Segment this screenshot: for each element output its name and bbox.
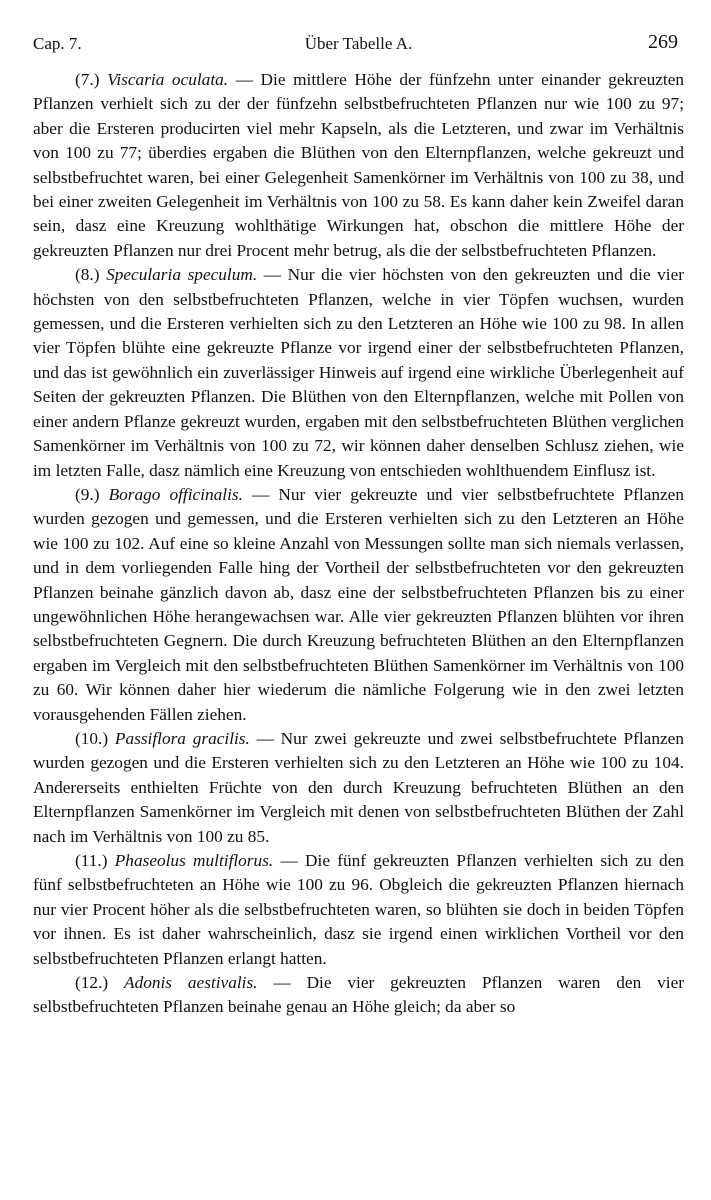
species-name: Adonis aestivalis. <box>124 973 258 993</box>
paragraph-specularia <box>33 263 684 483</box>
running-title: Über Tabelle A. <box>304 34 413 53</box>
species-name: Viscaria oculata. <box>107 70 229 89</box>
paragraph-text: — Die mittlere Höhe der fünfzehn unter einander gekreuzten Pflanzen verhielt sich zu der der fünfzehn selbstbefruchteten Pflanzen nur wie 100 zu 97; aber die Ersteren producirten viel mehr Kapseln, als die Letzteren, und zwar im Verhältnis von 100 zu 77; überdies ergaben die Blüthen von den Elternpflanzen, welche gekreuzt und selbstbefruchtet waren, bei einer Gelegenheit Samenkörner im Verhältnis von 100 zu 38, und bei einer zweiten Gelegenheit im Verhältnis von 100 zu 58. Es kann daher kein Zweifel daran sein, dasz eine Kreuzung wohlthätige Wirkungen hat, obschon die mittlere Höhe der gekreuzten Pflanzen nur drei Procent mehr betrug, als die der selbstbefruchteten Pflanzen. <box>33 70 684 260</box>
page-number: 269 <box>648 31 678 53</box>
paragraph-passiflora <box>33 727 684 849</box>
paragraph-text: — Die vier gekreuzten Pflanzen waren den vier selbstbefruchteten Pflanzen beinahe genau an Höhe gleich; da aber so <box>33 973 684 1017</box>
running-header <box>33 30 684 60</box>
species-name: Specularia speculum. <box>106 265 258 285</box>
species-name: Passiflora gracilis. <box>114 728 250 748</box>
paragraph-text: — Nur die vier höchsten von den gekreuzten und die vier höchsten von den selbstbefruchteten Pflanzen, welche in vier Töpfen wuchsen, wurden gemessen, und die Ersteren verhielten sich zu den Letzteren an Höhe wie 100 zu 98. In allen vier Töpfen blühte eine gekreuzte Pflanze vor irgend einer der selbstbefruchteten Pflanzen, und das ist gewöhnlich ein zuverlässiger Hinweis auf irgend eine wirkliche Überlegenheit auf Seiten der gekreuzten Pflanzen. Die Blüthen von den Elternpflanzen, welche mit Pollen von einer andern Pflanze gekreuzt wurden, ergaben mit den selbstbefruchteten Blüthen verglichen Samenkörner im Verhältnis von 100 zu 72, wir können daher denselben Schlusz ziehen, wie im letzten Falle, dasz nämlich eine Kreuzung von entschieden wohlthuendem Einflusz ist. <box>33 265 684 480</box>
paragraph-text: — Nur vier gekreuzte und vier selbstbefruchtete Pflanzen wurden gezogen und gemessen, und die Ersteren verhielten sich zu den Letzteren an Höhe wie 100 zu 102. Auf eine so kleine Anzahl von Messungen sollte man sich niemals verlassen, und in dem vorliegenden Falle hing der Vortheil der selbstbefruchteten vor den gekreuzten Pflanzen beinahe gänzlich davon ab, dasz eine der selbstbefruchteten Pflanzen bis zu einer ungewöhnlichen Höhe herangewachsen war. Alle vier gekreuzten Pflanzen blühten vor ihren selbstbefruchteten Gegnern. Die durch Kreuzung befruchteten Blüthen an den Elternpflanzen ergaben im Vergleich mit den selbstbefruchteten Blüthen Samenkörner im Verhältnis von 100 zu 60. Wir können daher hier wiederum die nämliche Folgerung wie in den zwei letzten vorausgehenden Fällen ziehen. <box>33 484 684 724</box>
paragraph-number: (9.) <box>75 484 100 504</box>
paragraph-phaseolus <box>33 849 684 971</box>
paragraph-number: (10.) <box>75 728 109 748</box>
chapter-label: Cap. 7. <box>33 34 82 53</box>
paragraph-number: (11.) <box>75 851 108 870</box>
paragraph-viscaria <box>33 68 684 263</box>
paragraph-number: (12.) <box>75 973 109 993</box>
paragraph-number: (7.) <box>75 70 100 89</box>
paragraph-text: — Die fünf gekreuzten Pflanzen verhielten sich zu den fünf selbstbefruchteten an Höhe wie 100 zu 96. Obgleich die gekreuzten Pflanzen hiernach nur vier Procent höher als die selbstbefruchteten waren, so blühten sie doch in beiden Töpfen vor ihnen. Es ist daher wahrscheinlich, dasz sie irgend einen wirklichen Vortheil vor den selbstbefruchteten Pflanzen erlangt hatten. <box>33 851 685 968</box>
paragraph-text: — Nur zwei gekreuzte und zwei selbstbefruchtete Pflanzen wurden gezogen und die Ersteren verhielten sich zu den Letzteren an Höhe wie 100 zu 104. Andererseits enthielten Früchte von den durch Kreuzung befruchteten Blüthen an den Elternpflanzen Samenkörner im Vergleich mit denen von selbstbefruchteten Blüthen der Zahl nach im Verhältnis von 100 zu 85. <box>33 728 684 846</box>
paragraph-borago <box>33 483 684 727</box>
paragraph-number: (8.) <box>75 265 100 285</box>
paragraph-adonis <box>33 971 684 1020</box>
body-text <box>33 68 684 1020</box>
species-name: Phaseolus multiflorus. <box>114 851 274 870</box>
species-name: Borago officinalis. <box>108 484 243 504</box>
